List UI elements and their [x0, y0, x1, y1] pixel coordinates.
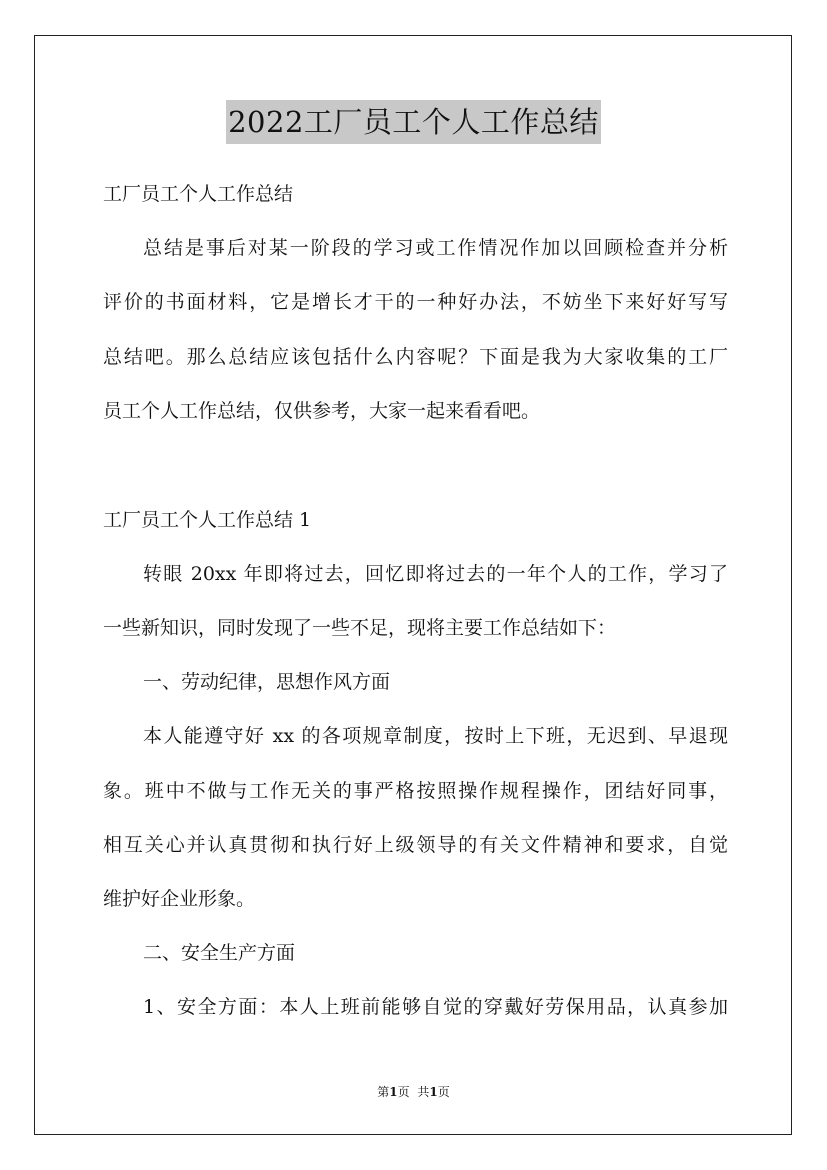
- subtitle: 工厂员工个人工作总结: [103, 183, 294, 205]
- intro-line-4: 员工个人工作总结，仅供参考，大家一起来看看吧。: [103, 400, 541, 422]
- footer-page-prefix: 第: [377, 1085, 390, 1099]
- page-footer: [0, 1083, 827, 1101]
- footer-total-suffix: 页: [437, 1085, 450, 1099]
- footer-page-number: 1: [389, 1085, 398, 1099]
- section-heading: 工厂员工个人工作总结 1: [103, 509, 312, 531]
- intro-line-1: 总结是事后对某一阶段的学习或工作情况作加以回顾检查并分析: [143, 237, 728, 259]
- body-line-4: 象。班中不做与工作无关的事严格按照操作规程操作，团结好同事，: [103, 780, 728, 802]
- footer-page-suffix: 页: [397, 1085, 410, 1099]
- body-line-5: 相互关心并认真贯彻和执行好上级领导的有关文件精神和要求，自觉: [103, 834, 728, 856]
- body-line-2: 一些新知识，同时发现了一些不足，现将主要工作总结如下：: [103, 617, 617, 639]
- body-line-1: 转眼 20xx 年即将过去，回忆即将过去的一年个人的工作，学习了: [143, 563, 728, 585]
- body-line-7: 1、安全方面：本人上班前能够自觉的穿戴好劳保用品，认真参加: [143, 996, 728, 1018]
- title-container: [0, 100, 827, 144]
- subheading-1: 一、劳动纪律，思想作风方面: [143, 671, 391, 693]
- body-line-3: 本人能遵守好 xx 的各项规章制度，按时上下班，无迟到、早退现: [143, 725, 728, 747]
- body-line-6: 维护好企业形象。: [103, 888, 256, 910]
- footer-total-number: 1: [429, 1085, 438, 1099]
- subheading-2: 二、安全生产方面: [143, 942, 296, 964]
- intro-line-2: 评价的书面材料，它是增长才干的一种好办法，不妨坐下来好好写写: [103, 291, 728, 313]
- footer-total-prefix: 共: [417, 1085, 430, 1099]
- intro-line-3: 总结吧。那么总结应该包括什么内容呢？下面是我为大家收集的工厂: [103, 346, 728, 368]
- document-title: 2022工厂员工个人工作总结: [226, 100, 601, 144]
